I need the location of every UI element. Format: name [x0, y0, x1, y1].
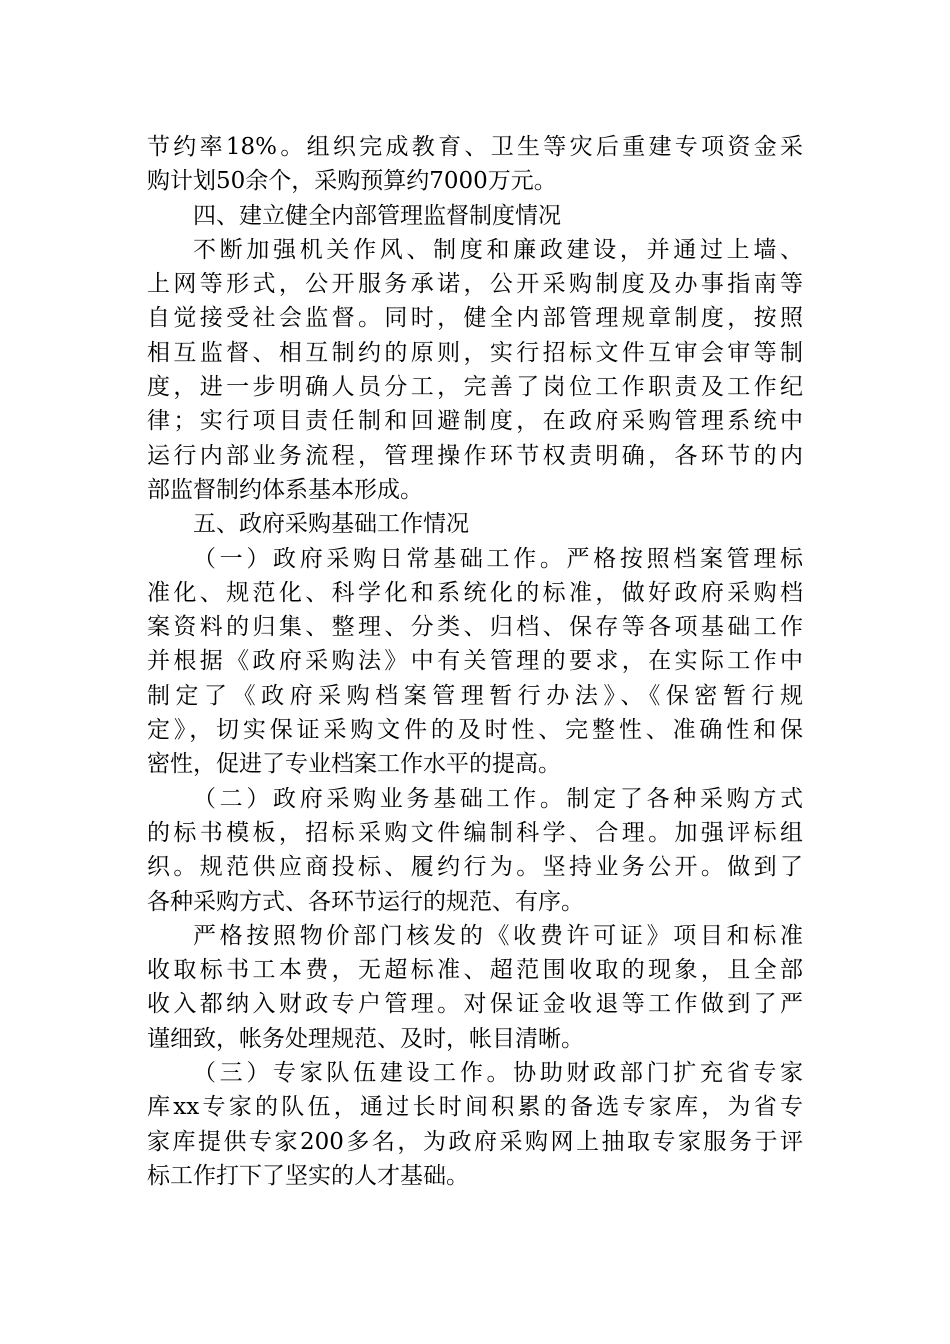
text-line: 严格按照物价部门核发的《收费许可证》项目和标准 — [193, 922, 803, 949]
text-line: 并根据《政府采购法》中有关管理的要求，在实际工作中 — [147, 648, 803, 675]
paragraph-internal-management — [147, 233, 803, 507]
text-line: 的标书模板，招标采购文件编制科学、合理。加强评标组 — [147, 819, 803, 846]
text-line: 相互监督、相互制约的原则，实行招标文件互审会审等制 — [147, 339, 803, 366]
text-line: 收取标书工本费，无超标准、超范围收取的现象，且全部 — [147, 957, 803, 984]
text-line: 律；实行项目责任制和回避制度，在政府采购管理系统中 — [147, 408, 803, 435]
text-line: 织。规范供应商投标、履约行为。坚持业务公开。做到了 — [147, 854, 803, 881]
text-line: （二）政府采购业务基础工作。制定了各种采购方式 — [193, 785, 803, 812]
text-line: （三）专家队伍建设工作。协助财政部门扩充省专家 — [193, 1060, 803, 1087]
document-body — [147, 130, 803, 1193]
text-line: 节约率18%。组织完成教育、卫生等灾后重建专项资金采 — [147, 134, 803, 160]
text-line: 谨细致，帐务处理规范、及时，帐目清晰。 — [147, 1025, 584, 1052]
text-line: 度，进一步明确人员分工，完善了岗位工作职责及工作纪 — [147, 374, 803, 401]
text-line: 库xx专家的队伍，通过长时间积累的备选专家库，为省专 — [147, 1094, 803, 1121]
text-line: 准化、规范化、科学化和系统化的标准，做好政府采购档 — [147, 579, 803, 606]
text-line: 标工作打下了坚实的人才基础。 — [147, 1162, 469, 1189]
paragraph-expert-team — [147, 1056, 803, 1193]
text-line: 运行内部业务流程，管理操作环节权责明确，各环节的内 — [147, 442, 803, 469]
text-line: 购计划50余个，采购预算约7000万元。 — [147, 168, 557, 195]
text-line: 案资料的归集、整理、分类、归档、保存等各项基础工作 — [147, 614, 803, 641]
section-heading-procurement-basics: 五、政府采购基础工作情况 — [193, 511, 469, 538]
text-line: 制定了《政府采购档案管理暂行办法》、《保密暂行规 — [147, 682, 803, 709]
paragraph-fees — [147, 919, 803, 1056]
paragraph-savings — [147, 130, 803, 199]
paragraph-business-basic-work — [147, 782, 803, 919]
text-line: 各种采购方式、各环节运行的规范、有序。 — [147, 888, 584, 915]
text-line: 上网等形式，公开服务承诺，公开采购制度及办事指南等 — [147, 271, 803, 298]
text-line: 自觉接受社会监督。同时，健全内部管理规章制度，按照 — [147, 305, 803, 332]
text-line: 定》，切实保证采购文件的及时性、完整性、准确性和保 — [147, 717, 803, 744]
text-line: 密性，促进了专业档案工作水平的提高。 — [147, 751, 561, 778]
paragraph-daily-basic-work — [147, 542, 803, 782]
section-heading-internal-management: 四、建立健全内部管理监督制度情况 — [193, 202, 561, 229]
text-line: 家库提供专家200多名，为政府采购网上抽取专家服务于评 — [147, 1128, 803, 1155]
text-line: 收入都纳入财政专户管理。对保证金收退等工作做到了严 — [147, 991, 803, 1018]
text-line: 不断加强机关作风、制度和廉政建设，并通过上墙、 — [193, 236, 803, 263]
text-line: （一）政府采购日常基础工作。严格按照档案管理标 — [193, 545, 803, 572]
text-line: 部监督制约体系基本形成。 — [147, 476, 423, 503]
